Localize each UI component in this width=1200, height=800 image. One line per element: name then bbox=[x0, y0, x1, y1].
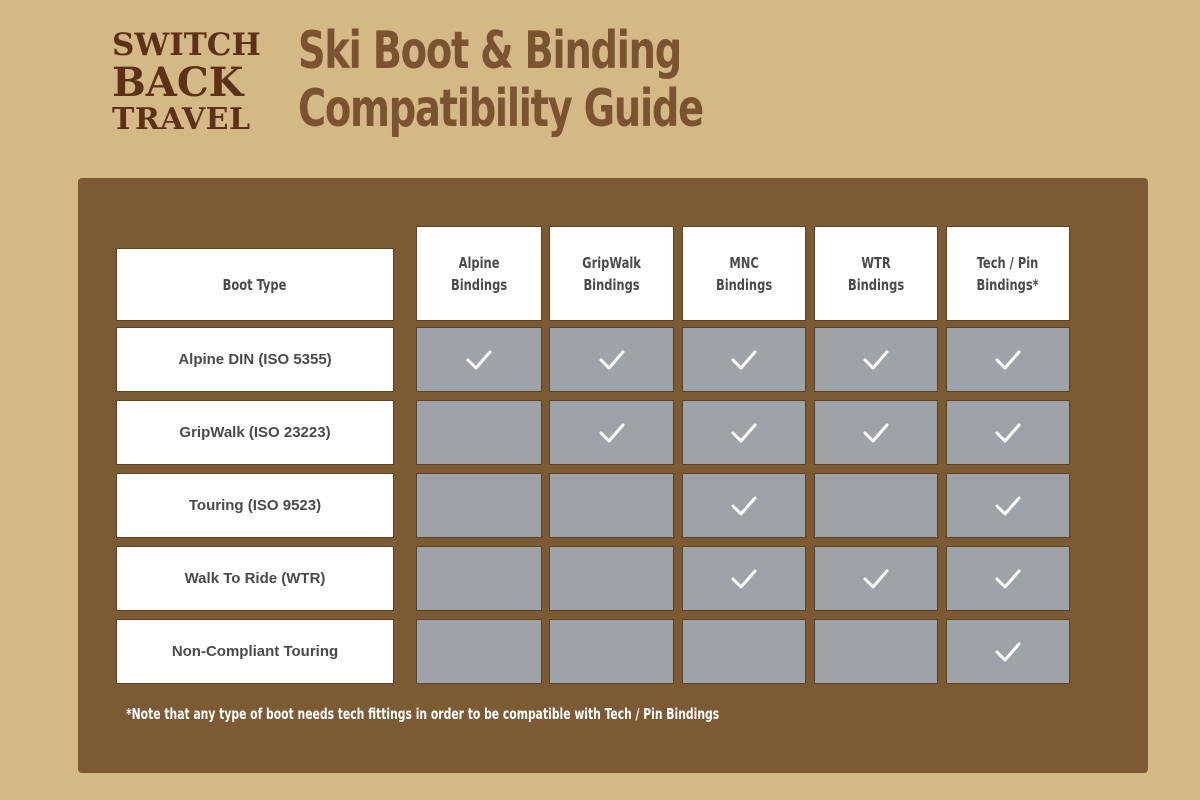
compatibility-cell bbox=[416, 546, 542, 611]
row-label: GripWalk (ISO 23223) bbox=[116, 400, 394, 465]
column-header-label: GripWalk Bindings bbox=[582, 253, 641, 294]
checkmark-icon bbox=[729, 494, 759, 518]
column-header bbox=[682, 226, 806, 321]
compatibility-cell bbox=[416, 327, 542, 392]
column-header bbox=[416, 226, 542, 321]
compatibility-cell bbox=[549, 546, 674, 611]
page-title bbox=[298, 22, 703, 138]
checkmark-icon bbox=[993, 640, 1023, 664]
checkmark-icon bbox=[993, 494, 1023, 518]
compatibility-cell bbox=[416, 400, 542, 465]
compatibility-cell bbox=[682, 327, 806, 392]
logo-line-2: BACK bbox=[112, 59, 244, 106]
checkmark-icon bbox=[729, 421, 759, 445]
compatibility-cell bbox=[549, 473, 674, 538]
column-header-label: Tech / Pin Bindings* bbox=[976, 253, 1040, 294]
column-header-label: WTR Bindings bbox=[847, 253, 905, 294]
checkmark-icon bbox=[861, 421, 891, 445]
boot-type-header bbox=[116, 248, 394, 321]
compatibility-cell bbox=[416, 473, 542, 538]
logo-line-1: SWITCH bbox=[112, 27, 261, 63]
compatibility-cell bbox=[946, 546, 1070, 611]
checkmark-icon bbox=[464, 348, 494, 372]
logo-line-3: TRAVEL bbox=[112, 102, 251, 137]
checkmark-icon bbox=[993, 567, 1023, 591]
title-line-1: Ski Boot & Binding bbox=[298, 21, 681, 81]
compatibility-cell bbox=[946, 619, 1070, 684]
compatibility-cell bbox=[814, 619, 938, 684]
compatibility-cell bbox=[549, 619, 674, 684]
compatibility-cell bbox=[682, 400, 806, 465]
title-line-2: Compatibility Guide bbox=[298, 79, 703, 139]
checkmark-icon bbox=[597, 421, 627, 445]
footnote: *Note that any type of boot needs tech fittings in order to be compatible with Tech / Pin Bindings bbox=[126, 705, 720, 723]
row-label: Non-Compliant Touring bbox=[116, 619, 394, 684]
row-label: Alpine DIN (ISO 5355) bbox=[116, 327, 394, 392]
checkmark-icon bbox=[729, 348, 759, 372]
column-header bbox=[814, 226, 938, 321]
compatibility-cell bbox=[682, 619, 806, 684]
checkmark-icon bbox=[993, 348, 1023, 372]
column-header bbox=[549, 226, 674, 321]
row-label: Walk To Ride (WTR) bbox=[116, 546, 394, 611]
compatibility-cell bbox=[814, 327, 938, 392]
compatibility-cell bbox=[814, 546, 938, 611]
column-header bbox=[946, 226, 1070, 321]
column-header-label: Alpine Bindings bbox=[450, 253, 508, 294]
checkmark-icon bbox=[993, 421, 1023, 445]
column-header-label: MNC Bindings bbox=[715, 253, 773, 294]
boot-type-header-label: Boot Type bbox=[223, 275, 287, 294]
switchback-travel-logo bbox=[112, 27, 272, 137]
compatibility-cell bbox=[682, 546, 806, 611]
checkmark-icon bbox=[597, 348, 627, 372]
compatibility-cell bbox=[946, 400, 1070, 465]
compatibility-cell bbox=[549, 327, 674, 392]
compatibility-cell bbox=[814, 473, 938, 538]
checkmark-icon bbox=[729, 567, 759, 591]
compatibility-cell bbox=[416, 619, 542, 684]
compatibility-cell bbox=[682, 473, 806, 538]
compatibility-cell bbox=[549, 400, 674, 465]
checkmark-icon bbox=[861, 348, 891, 372]
compatibility-cell bbox=[946, 327, 1070, 392]
compatibility-cell bbox=[814, 400, 938, 465]
compatibility-cell bbox=[946, 473, 1070, 538]
row-label: Touring (ISO 9523) bbox=[116, 473, 394, 538]
checkmark-icon bbox=[861, 567, 891, 591]
